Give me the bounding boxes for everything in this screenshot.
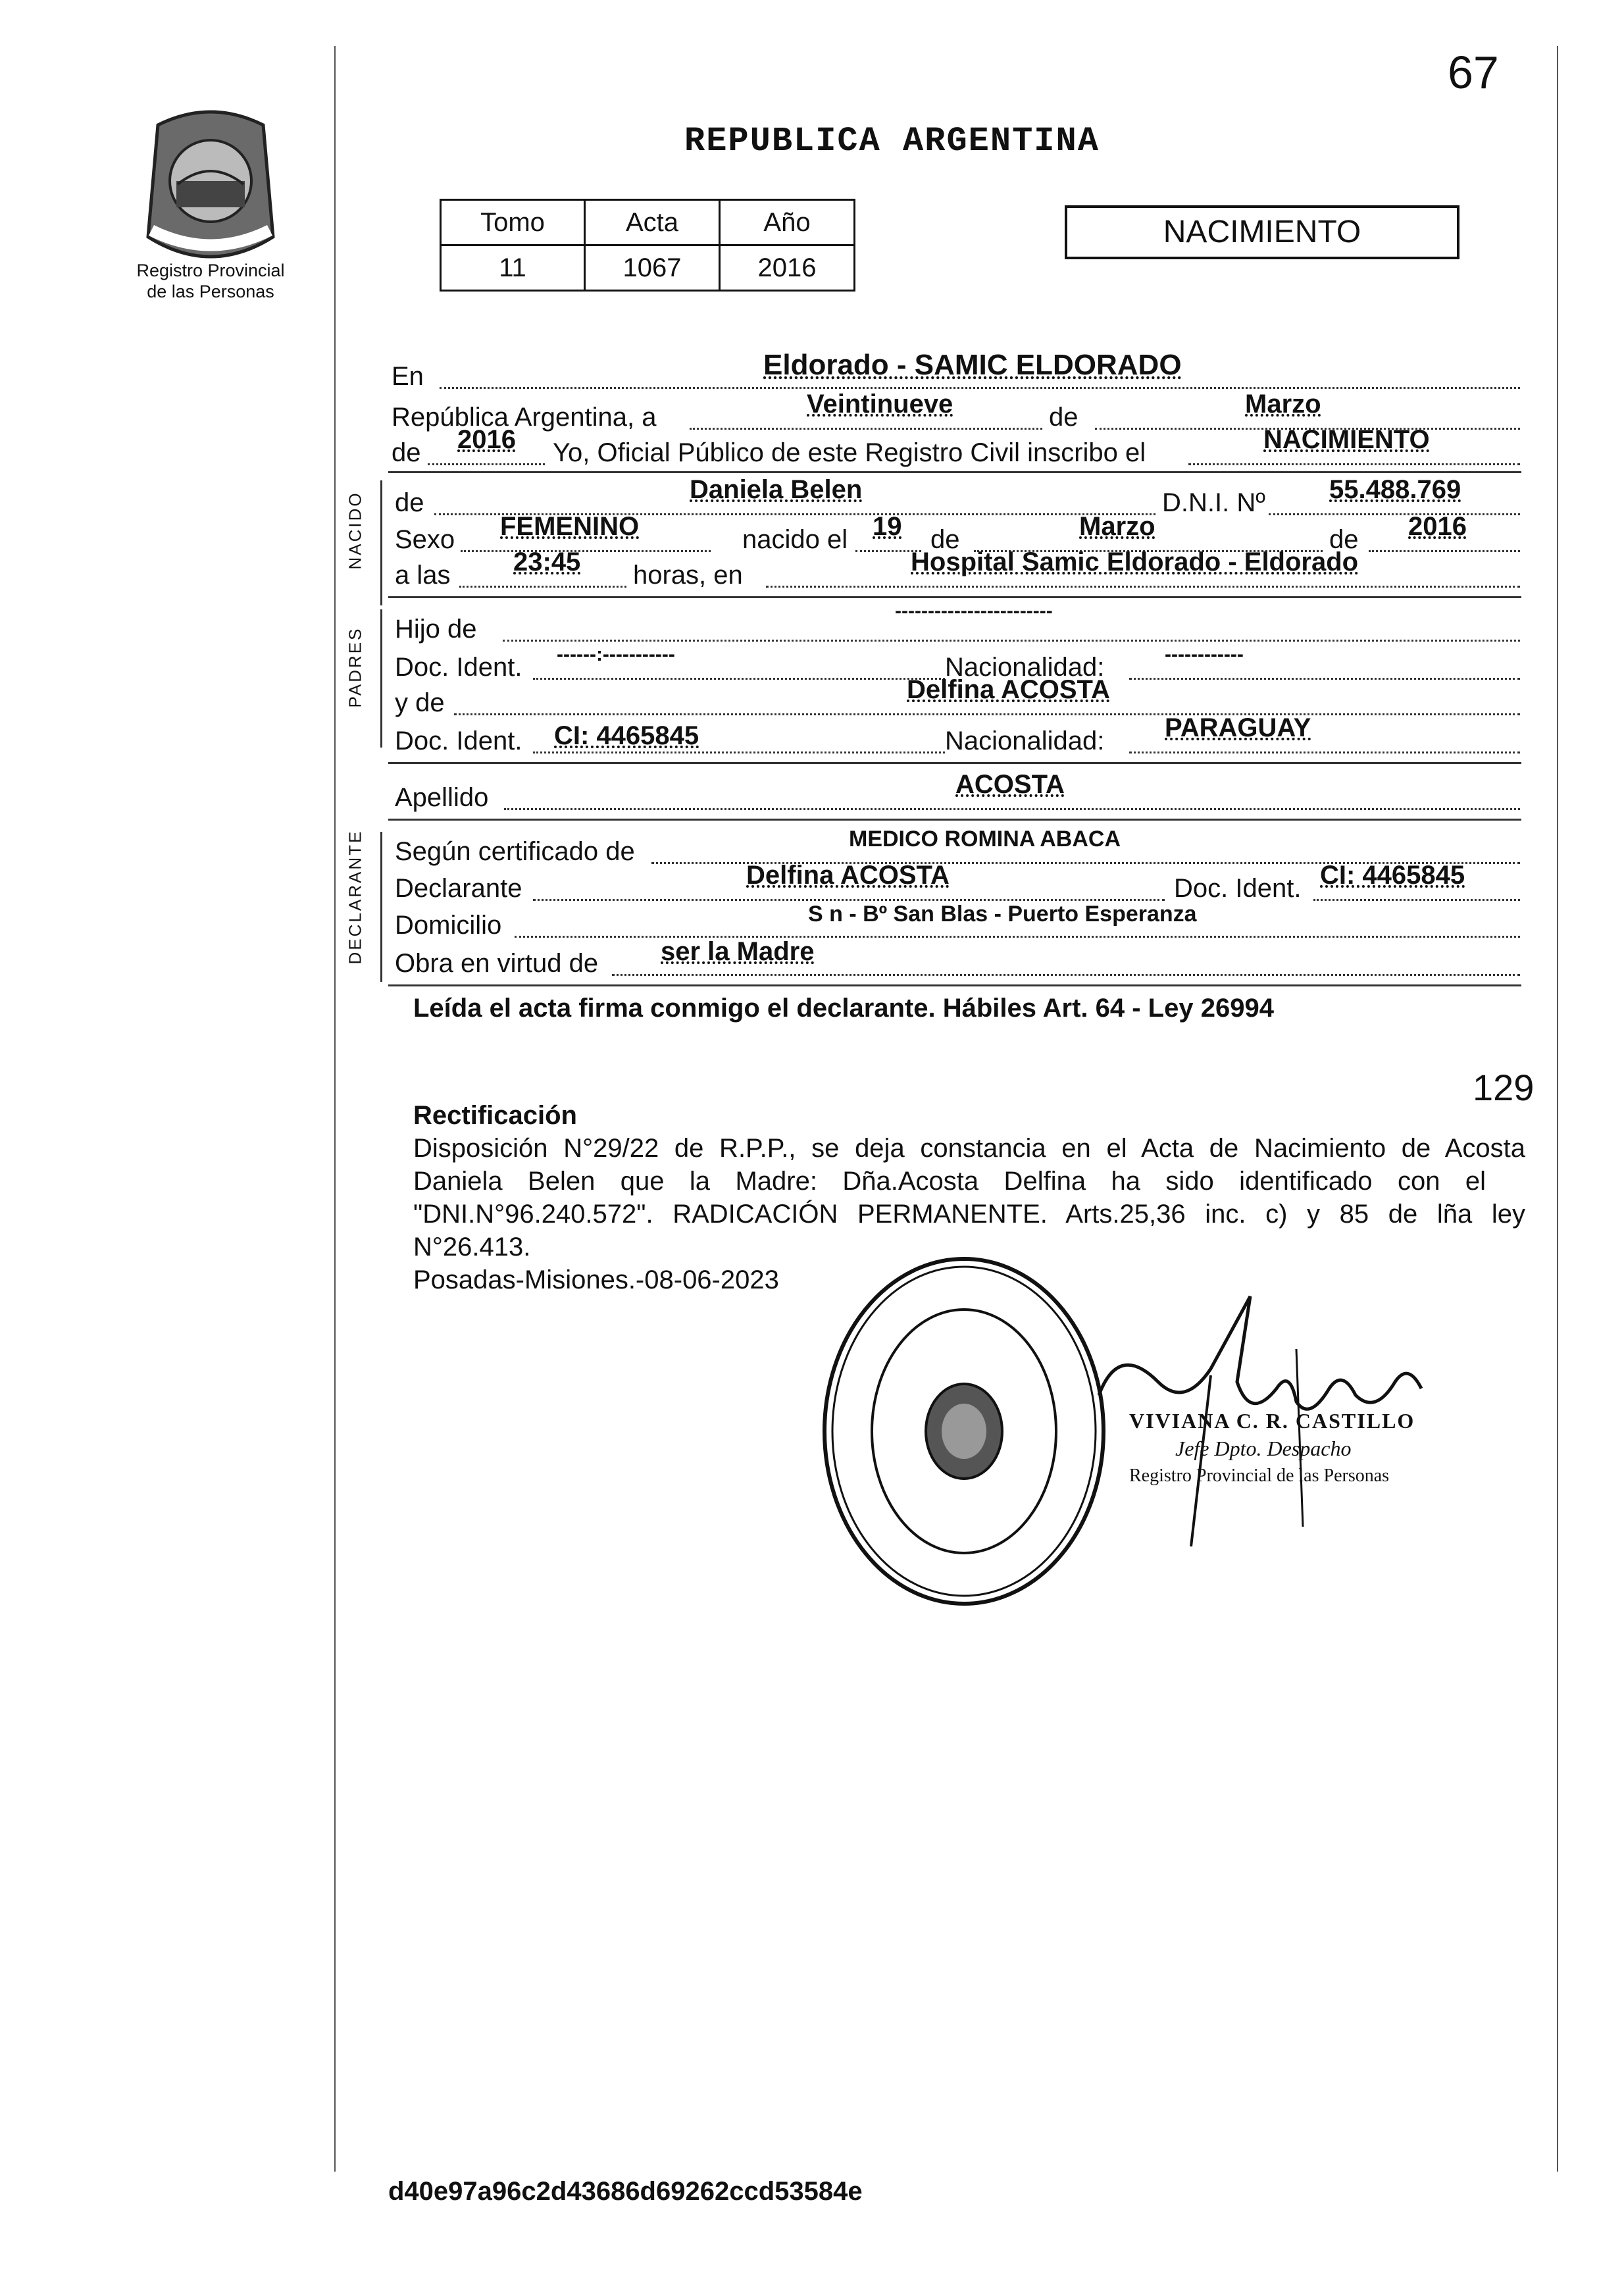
page-number: 67: [1448, 47, 1499, 98]
rectificacion-title: Rectificación: [413, 1101, 577, 1130]
header-ano: Año: [720, 200, 855, 245]
dots: [1313, 899, 1520, 901]
child-name: Daniela Belen: [690, 475, 863, 504]
value-tomo: 11: [441, 245, 585, 291]
dots: [533, 899, 1165, 901]
de-label: de: [1329, 525, 1359, 554]
registry-line-2: de las Personas: [147, 282, 274, 301]
rectificacion-line-2: Daniela Belen que la Madre: Dña.Acosta Delfina ha sido identificado con el: [413, 1167, 1486, 1196]
doc-ident-label: Doc. Ident.: [395, 653, 522, 682]
record-table-header-row: [441, 200, 855, 245]
dots: [533, 752, 945, 753]
de-label: de: [1049, 403, 1078, 432]
birth-month: Marzo: [1079, 512, 1155, 541]
header-tomo: Tomo: [441, 200, 585, 245]
section-label-nacido: NACIDO: [345, 491, 365, 570]
section-bracket: [380, 480, 382, 605]
nacido-el-label: nacido el: [742, 525, 848, 554]
declarante-name: Delfina ACOSTA: [746, 861, 950, 890]
sexo-label: Sexo: [395, 525, 455, 554]
signatory-role: Jefe Dpto. Despacho: [1175, 1437, 1352, 1460]
birth-place: Hospital Samic Eldorado - Eldorado: [911, 548, 1359, 576]
right-margin-line: [1557, 46, 1558, 2172]
domicilio-label: Domicilio: [395, 911, 502, 940]
year-value: 2016: [457, 425, 516, 454]
dots: [503, 640, 1520, 642]
signatory-office: Registro Provincial de las Personas: [1129, 1466, 1390, 1486]
republic-label: República Argentina, a: [392, 403, 657, 432]
divider: [388, 762, 1521, 764]
dni-label: D.N.I. Nº: [1162, 488, 1265, 517]
de-label: de: [392, 438, 421, 467]
en-label: En: [392, 362, 424, 391]
doc-ident-label: Doc. Ident.: [395, 726, 522, 755]
father-doc: ------:-----------: [557, 644, 675, 665]
birth-time: 23:45: [513, 548, 581, 576]
dots: [459, 586, 626, 588]
y-de-label: y de: [395, 688, 445, 717]
mother-doc: CI: 4465845: [554, 721, 699, 750]
child-dni: 55.488.769: [1329, 475, 1461, 504]
official-stamp: [816, 1250, 1112, 1612]
dots: [1129, 678, 1520, 680]
cert-label: Según certificado de: [395, 837, 635, 866]
domicilio-value: S n - Bº San Blas - Puerto Esperanza: [808, 902, 1197, 927]
note-number: 129: [1473, 1067, 1535, 1108]
a-las-label: a las: [395, 561, 451, 590]
declarante-doc: CI: 4465845: [1320, 861, 1465, 890]
de-label: de: [930, 525, 960, 554]
sexo-value: FEMENINO: [500, 512, 640, 541]
divider: [388, 819, 1521, 821]
mother-name: Delfina ACOSTA: [907, 675, 1110, 704]
decl-doc-label: Doc. Ident.: [1174, 874, 1302, 903]
inscription-sentence: Yo, Oficial Público de este Registro Civil inscribo el: [553, 438, 1146, 467]
dots: [1269, 513, 1520, 515]
month-value: Marzo: [1245, 390, 1321, 419]
signatory-block: [1129, 1407, 1415, 1490]
signatory-name: VIVIANA C. R. CASTILLO: [1129, 1409, 1415, 1433]
record-table-value-row: [441, 245, 855, 291]
place-value: Eldorado - SAMIC ELDORADO: [763, 349, 1182, 381]
section-bracket: [380, 609, 382, 748]
section-bracket: [380, 832, 382, 982]
declarante-label: Declarante: [395, 874, 522, 903]
dots: [533, 678, 945, 680]
dots: [461, 550, 711, 552]
value-acta: 1067: [585, 245, 720, 291]
dots: [1369, 550, 1520, 552]
apellido-value: ACOSTA: [955, 770, 1065, 799]
province-logo: [132, 105, 290, 270]
page-title: REPUBLICA ARGENTINA: [684, 122, 1100, 161]
dots: [504, 808, 1520, 810]
dots: [612, 974, 1520, 976]
rectificacion-line-3: "DNI.N°96.240.572". RADICACIÓN PERMANENTE. Arts.25,36 inc. c) y 85 de lña ley: [413, 1200, 1525, 1229]
closing-statement: Leída el acta firma conmigo el declarante. Hábiles Art. 64 - Ley 26994: [413, 994, 1274, 1023]
divider: [388, 984, 1521, 986]
rectificacion-line-1: Disposición N°29/22 de R.P.P., se deja constancia en el Acta de Nacimiento de Acosta: [413, 1134, 1525, 1163]
divider: [388, 596, 1521, 598]
father-name: ------------------------: [895, 600, 1053, 622]
obra-label: Obra en virtud de: [395, 949, 599, 978]
document-hash: d40e97a96c2d43686d69262ccd53584e: [388, 2177, 863, 2206]
horas-label: horas, en: [633, 561, 743, 590]
birth-year: 2016: [1408, 512, 1467, 541]
obra-value: ser la Madre: [661, 937, 815, 966]
header-acta: Acta: [585, 200, 720, 245]
registry-line-1: Registro Provincial: [136, 261, 285, 280]
mother-nationality: PARAGUAY: [1165, 713, 1311, 742]
dots: [454, 713, 1520, 715]
section-label-padres: PADRES: [345, 626, 365, 708]
dots: [428, 463, 545, 465]
left-margin-line: [334, 46, 336, 2172]
apellido-label: Apellido: [395, 783, 489, 812]
inscription-type: NACIMIENTO: [1263, 425, 1430, 454]
rectificacion-place-date: Posadas-Misiones.-08-06-2023: [413, 1265, 779, 1294]
dots: [440, 387, 1520, 389]
section-label-declarante: DECLARANTE: [345, 829, 365, 965]
rectificacion-line-4: N°26.413.: [413, 1233, 531, 1262]
nacido-de-label: de: [395, 488, 424, 517]
record-table: [440, 199, 855, 292]
day-value: Veintinueve: [807, 390, 953, 419]
doc-type-box: NACIMIENTO: [1065, 205, 1459, 259]
nacionalidad-label: Nacionalidad:: [945, 726, 1105, 755]
dots: [1129, 752, 1520, 753]
divider: [388, 471, 1521, 473]
dots: [1188, 463, 1520, 465]
nacionalidad-label: Nacionalidad:: [945, 653, 1105, 682]
registry-label: [112, 260, 309, 302]
father-nationality: ------------: [1165, 644, 1244, 665]
hijo-de-label: Hijo de: [395, 615, 477, 644]
dots: [690, 428, 1042, 430]
dots: [766, 586, 1520, 588]
value-ano: 2016: [720, 245, 855, 291]
birth-day: 19: [873, 512, 902, 541]
cert-value: MEDICO ROMINA ABACA: [849, 827, 1121, 852]
